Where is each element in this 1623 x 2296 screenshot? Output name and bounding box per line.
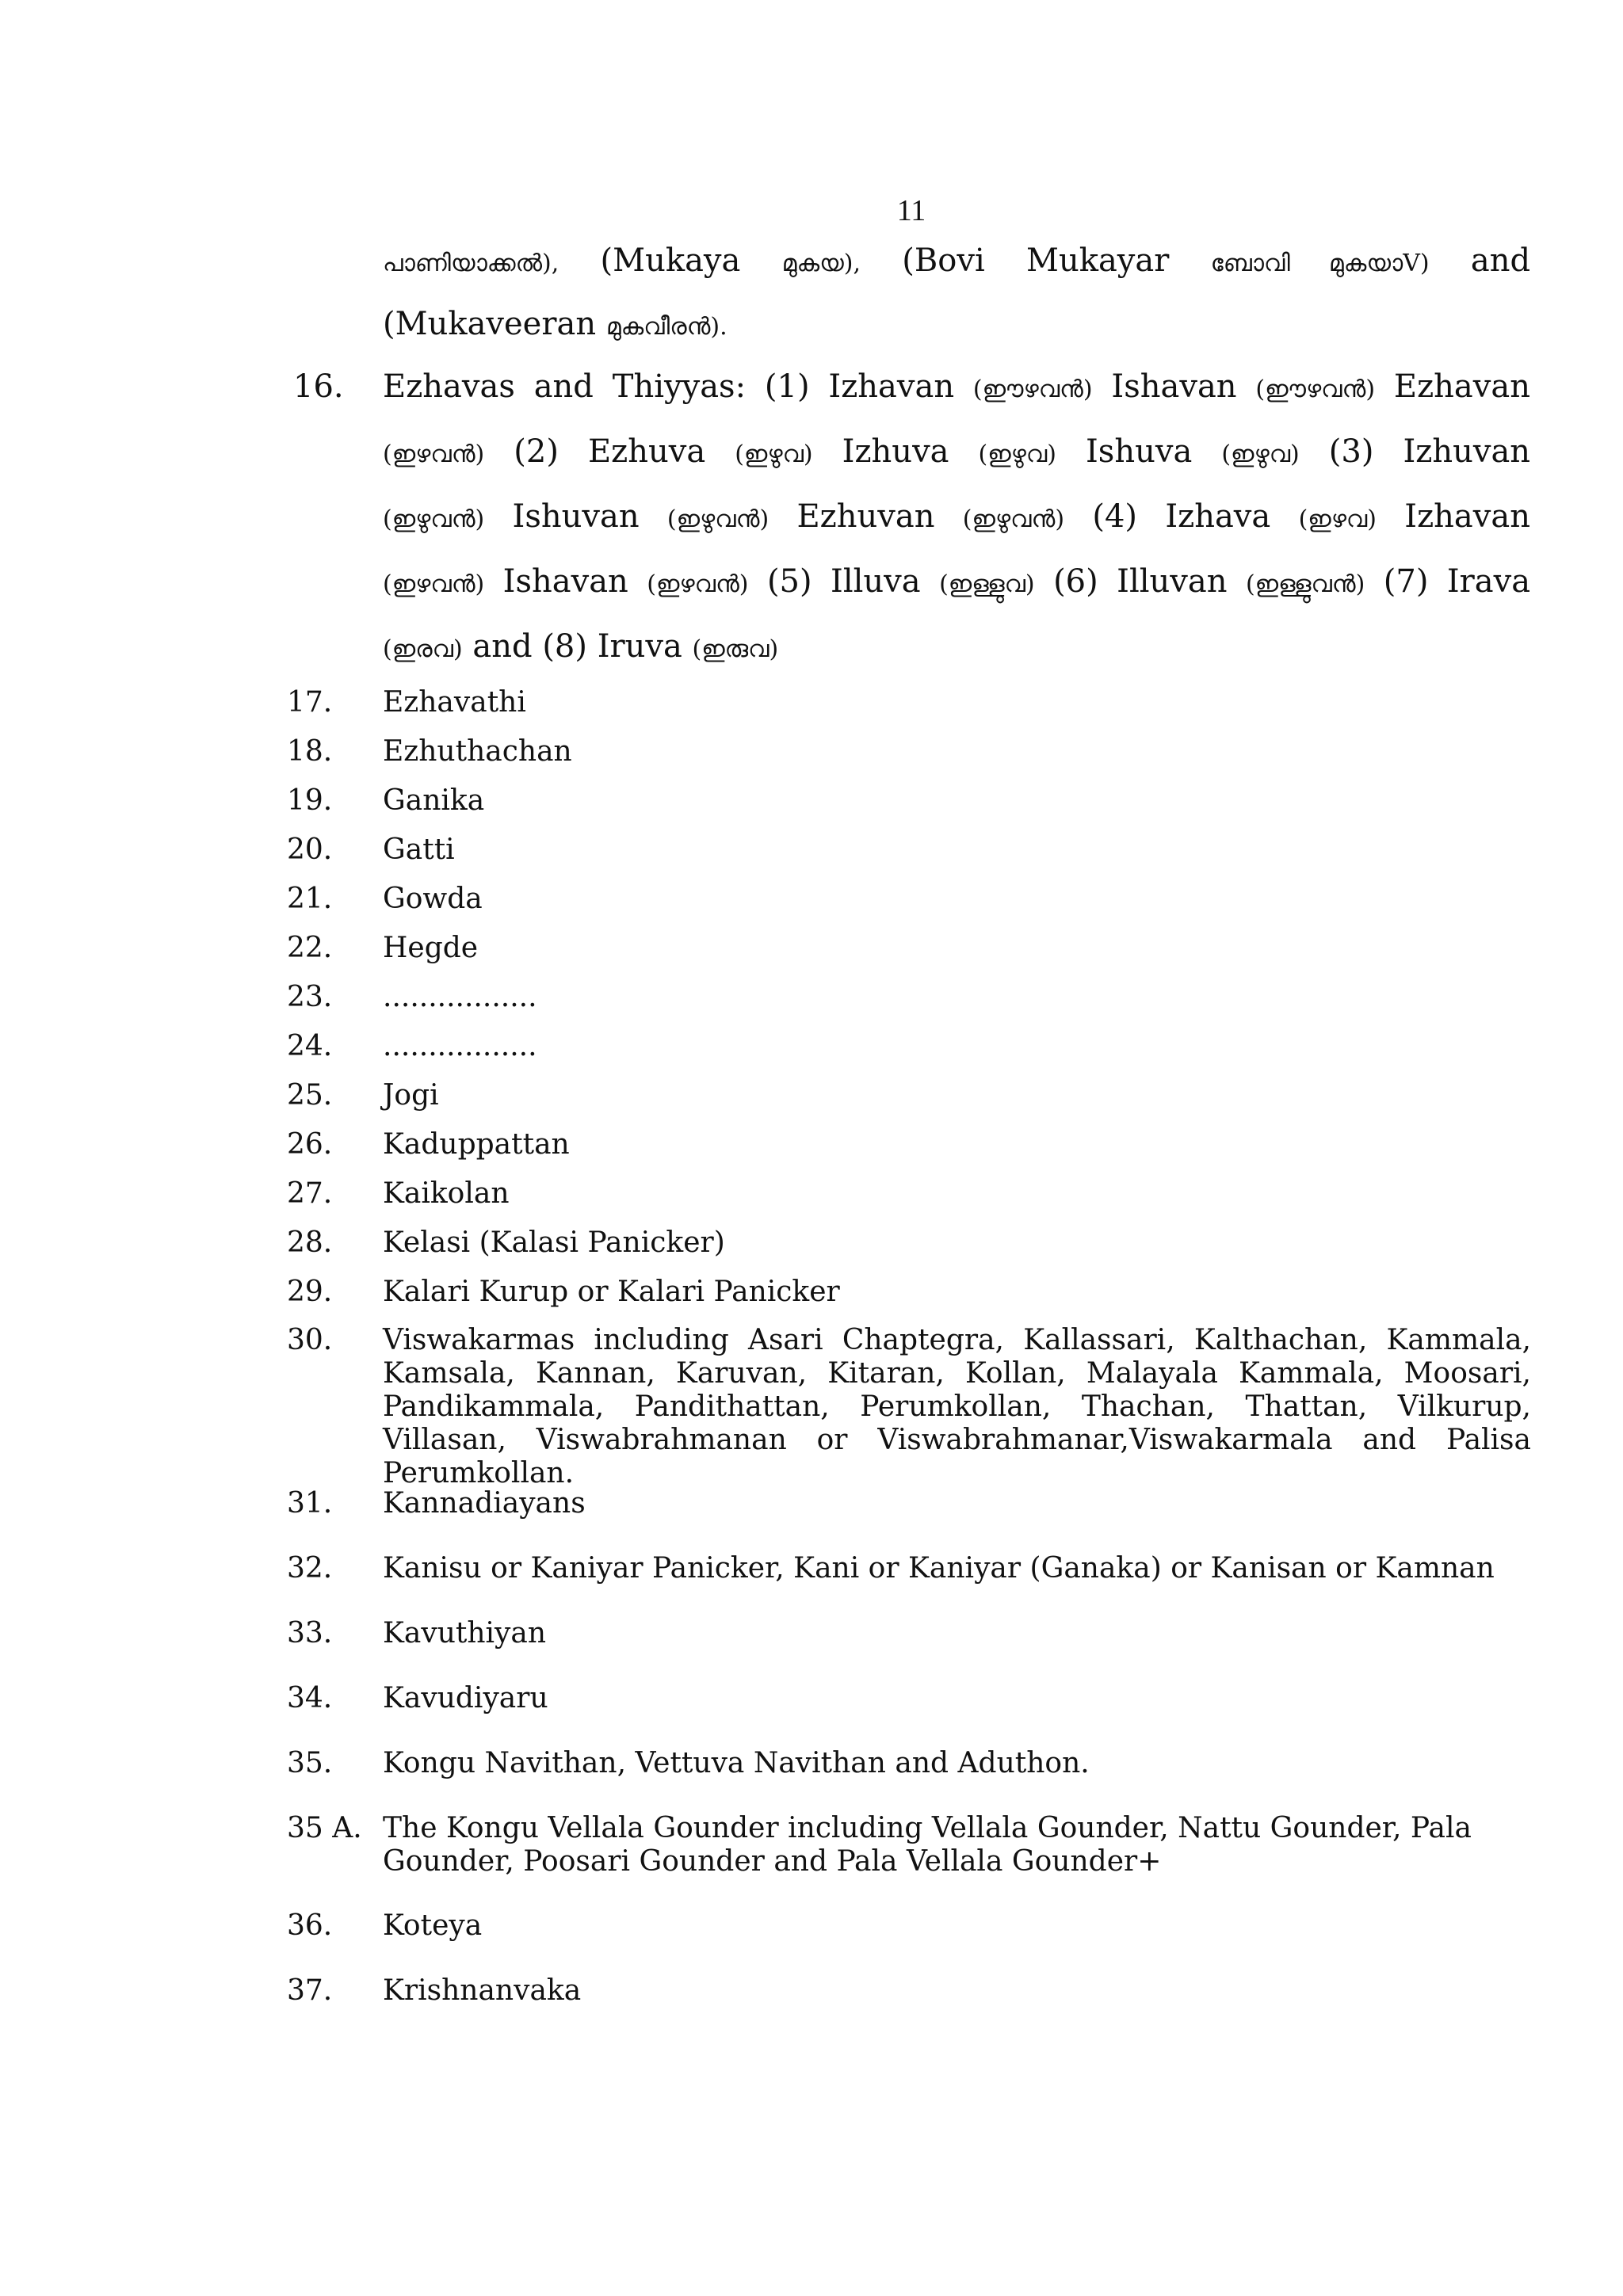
list-item-number: 22.	[287, 932, 333, 964]
list-item-number: 33.	[287, 1617, 333, 1650]
malayalam-text: മുകയ),	[781, 250, 861, 277]
list-item-number: 18.	[287, 735, 333, 768]
text-segment: (6) Illuvan	[1053, 563, 1228, 600]
item16-line-3	[383, 498, 1530, 535]
continuation-line-2	[383, 306, 1530, 342]
text-segment: and (8) Iruva	[472, 628, 682, 665]
list-item-text: Koteya	[383, 1909, 483, 1942]
text-segment: (Bovi Mukayar	[902, 242, 1170, 279]
list-item-text: Jogi	[383, 1079, 439, 1112]
list-item-number: 30.	[287, 1324, 333, 1356]
list-item-text: Gowda	[383, 883, 483, 915]
list-item-text: The Kongu Vellala Gounder including Vellala Gounder, Nattu Gounder, Pala Gounder, Poosari Gounder and Pala Vellala Gounder+	[383, 1812, 1472, 1878]
list-item-number: 35 A.	[287, 1812, 362, 1844]
list-item-text: Gatti	[383, 833, 455, 866]
malayalam-text: (ഇരവ)	[383, 635, 463, 663]
list-item-number: 35.	[287, 1747, 333, 1779]
malayalam-text: (ഇരുവ)	[692, 635, 779, 663]
malayalam-text: (ഇഴവൻ)	[383, 441, 485, 468]
list-item-text: Kongu Navithan, Vettuva Navithan and Aduthon.	[383, 1747, 1090, 1779]
list-item-text: .................	[383, 1030, 537, 1062]
text-segment: Ezhavan	[1393, 368, 1530, 405]
list-item-number: 32.	[287, 1552, 333, 1585]
list-item-number: 27.	[287, 1177, 333, 1210]
item16-line-1	[383, 368, 1530, 405]
text-segment: (7) Irava	[1383, 563, 1531, 600]
list-item-text: Hegde	[383, 932, 479, 964]
text-segment: Ishuva	[1086, 433, 1193, 470]
list-item-text: Kannadiayans	[383, 1487, 586, 1520]
list-item-text: Kanisu or Kaniyar Panicker, Kani or Kaniyar (Ganaka) or Kanisan or Kamnan	[383, 1552, 1495, 1585]
list-item-number: 31.	[287, 1487, 333, 1520]
text-segment: (3) Izhuvan	[1328, 433, 1531, 470]
list-item-number: 36.	[287, 1909, 333, 1942]
malayalam-text: (ഈഴവൻ)	[1255, 376, 1376, 403]
text-segment: Ezhavas and Thiyyas: (1) Izhavan	[383, 368, 955, 405]
text-segment: (5) Illuva	[766, 563, 921, 600]
list-item-text: Kavuthiyan	[383, 1617, 547, 1650]
malayalam-text: (ഇഴുവ)	[1221, 441, 1300, 468]
malayalam-text: (ഇഴുവ)	[978, 441, 1056, 468]
text-segment: Ishuvan	[512, 498, 640, 535]
list-item-number: 19.	[287, 784, 333, 817]
list-item-text: Kelasi (Kalasi Panicker)	[383, 1226, 725, 1259]
item16-line-5	[383, 628, 1530, 665]
list-item-text: Ganika	[383, 784, 485, 817]
page-number: 11	[896, 194, 926, 227]
text-segment: and	[1470, 242, 1531, 279]
malayalam-text: (ഇഴവൻ)	[647, 570, 749, 598]
text-segment: (4) Izhava	[1092, 498, 1271, 535]
malayalam-text: (ഇഴവ)	[1298, 505, 1377, 533]
text-segment: Ishavan	[1111, 368, 1237, 405]
list-item-text: Kavudiyaru	[383, 1682, 548, 1714]
list-item-text: Kaikolan	[383, 1177, 510, 1210]
text-segment: (Mukaveeran	[383, 306, 597, 342]
item16-line-2	[383, 433, 1530, 470]
list-item-number: 17.	[287, 686, 333, 719]
list-item-number: 37.	[287, 1974, 333, 2007]
list-item-text: Ezhavathi	[383, 686, 526, 719]
list-item-number: 16.	[293, 368, 344, 405]
list-item-number: 26.	[287, 1128, 333, 1161]
malayalam-text: (ഇള്ളുവൻ)	[1245, 570, 1365, 598]
malayalam-text: (ഇഴുവ)	[735, 441, 813, 468]
continuation-line-1	[383, 242, 1530, 279]
malayalam-text: (ഇഴുവൻ)	[666, 505, 769, 533]
text-segment: Izhuva	[842, 433, 949, 470]
list-item-number: 29.	[287, 1276, 333, 1308]
list-item-text: Kalari Kurup or Kalari Panicker	[383, 1276, 840, 1308]
malayalam-text: (ഇഴവൻ)	[383, 570, 485, 598]
malayalam-text: (ഈഴവൻ)	[972, 376, 1093, 403]
text-segment: (2) Ezhuva	[514, 433, 706, 470]
text-segment: Ishavan	[502, 563, 628, 600]
list-item-text: Kaduppattan	[383, 1128, 570, 1161]
malayalam-text: (ഇഴുവൻ)	[383, 505, 485, 533]
list-item-number: 20.	[287, 833, 333, 866]
list-item-text: .................	[383, 981, 537, 1013]
text-segment: Izhavan	[1404, 498, 1530, 535]
list-item-number: 23.	[287, 981, 333, 1013]
malayalam-text: മുകവീരൻ).	[605, 313, 727, 341]
list-item-text: Krishnanvaka	[383, 1974, 582, 2007]
malayalam-text: (ഇള്ളുവ)	[939, 570, 1035, 598]
list-item-number: 24.	[287, 1030, 333, 1062]
list-item-number: 25.	[287, 1079, 333, 1112]
list-item-text: Viswakarmas including Asari Chaptegra, Kallassari, Kalthachan, Kammala, Kamsala, Kannan, Karuvan, Kitaran, Kollan, Malayala Kammala, Moosari, Pandikammala, Pandithattan, Perumkollan, Thachan, Thattan, Vilkurup, Villasan, Viswabrahmanan or Viswabrahmanar,Viswakarmala and Palisa Perumkollan.	[383, 1324, 1531, 1489]
malayalam-text: പാണിയാക്കൽ),	[383, 250, 559, 277]
list-item-number: 21.	[287, 883, 333, 915]
item16-line-4	[383, 563, 1530, 600]
text-segment: Ezhuvan	[796, 498, 935, 535]
list-item-number: 34.	[287, 1682, 333, 1714]
malayalam-text: ബോവി മുകയാV)	[1210, 250, 1430, 277]
malayalam-text: (ഇഴുവൻ)	[962, 505, 1065, 533]
list-item-text: Ezhuthachan	[383, 735, 572, 768]
text-segment: (Mukaya	[600, 242, 741, 279]
list-item-number: 28.	[287, 1226, 333, 1259]
